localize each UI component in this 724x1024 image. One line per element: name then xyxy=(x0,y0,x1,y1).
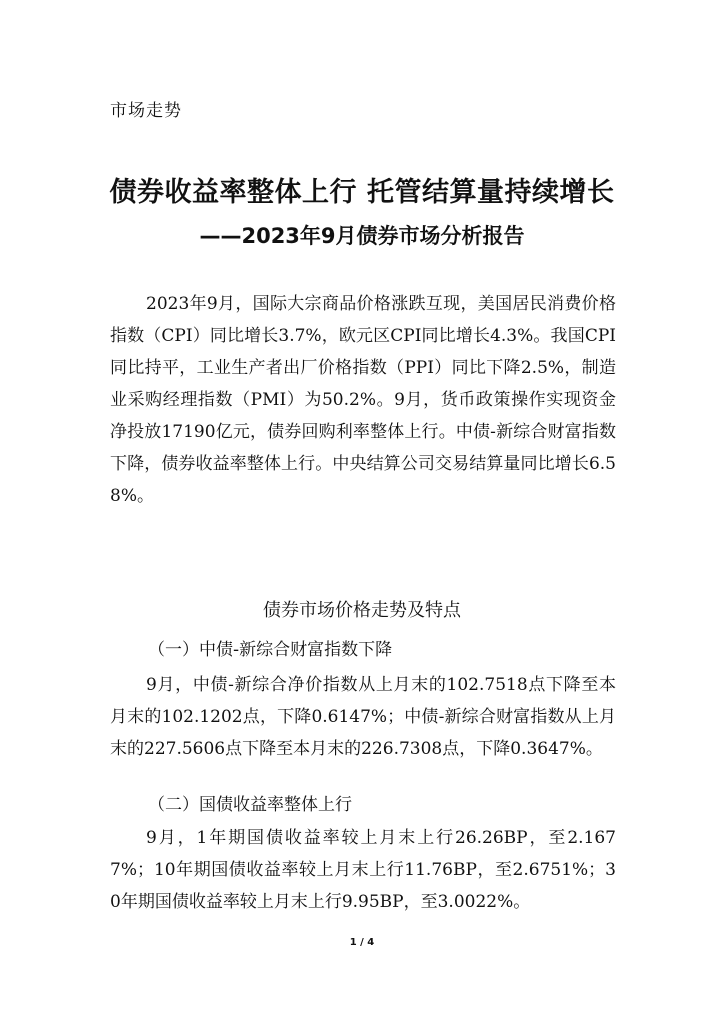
index-text: 9月，中债-新综合净价指数从上月末的102.7518点下降至本月末的102.1202点，下降0.6147%；中债-新综合财富指数从上月末的227.5606点下降至本月末的226.7308点，下降0.3647%。 xyxy=(110,675,616,759)
category-label: 市场走势 xyxy=(110,101,182,121)
page-number: 1 / 4 xyxy=(349,937,375,948)
yield-text: 9月，1年期国债收益率较上月末上行26.26BP，至2.1677%；10年期国债收益率较上月末上行11.76BP，至2.6751%；30年期国债收益率较上月末上行9.95BP，至3.0022%。 xyxy=(110,828,616,912)
subsection-heading-index: （一）中债-新综合财富指数下降 xyxy=(148,640,393,660)
index-paragraph xyxy=(110,669,616,765)
subsection-heading-yield: （二）国债收益率整体上行 xyxy=(148,795,352,815)
yield-paragraph xyxy=(110,822,616,918)
summary-paragraph xyxy=(110,288,616,512)
report-subtitle: ——2023年9月债券市场分析报告 xyxy=(199,224,525,248)
section-title: 债券市场价格走势及特点 xyxy=(263,600,461,621)
report-title: 债券收益率整体上行 托管结算量持续增长 xyxy=(109,177,615,208)
summary-text: 2023年9月，国际大宗商品价格涨跌互现，美国居民消费价格指数（CPI）同比增长3.7%，欧元区CPI同比增长4.3%。我国CPI同比持平，工业生产者出厂价格指数（PPI）同比下降2.5%，制造业采购经理指数（PMI）为50.2%。9月，货币政策操作实现资金净投放17190亿元，债券回购利率整体上行。中债-新综合财富指数下降，债券收益率整体上行。中央结算公司交易结算量同比增长6.58%。 xyxy=(110,294,616,506)
